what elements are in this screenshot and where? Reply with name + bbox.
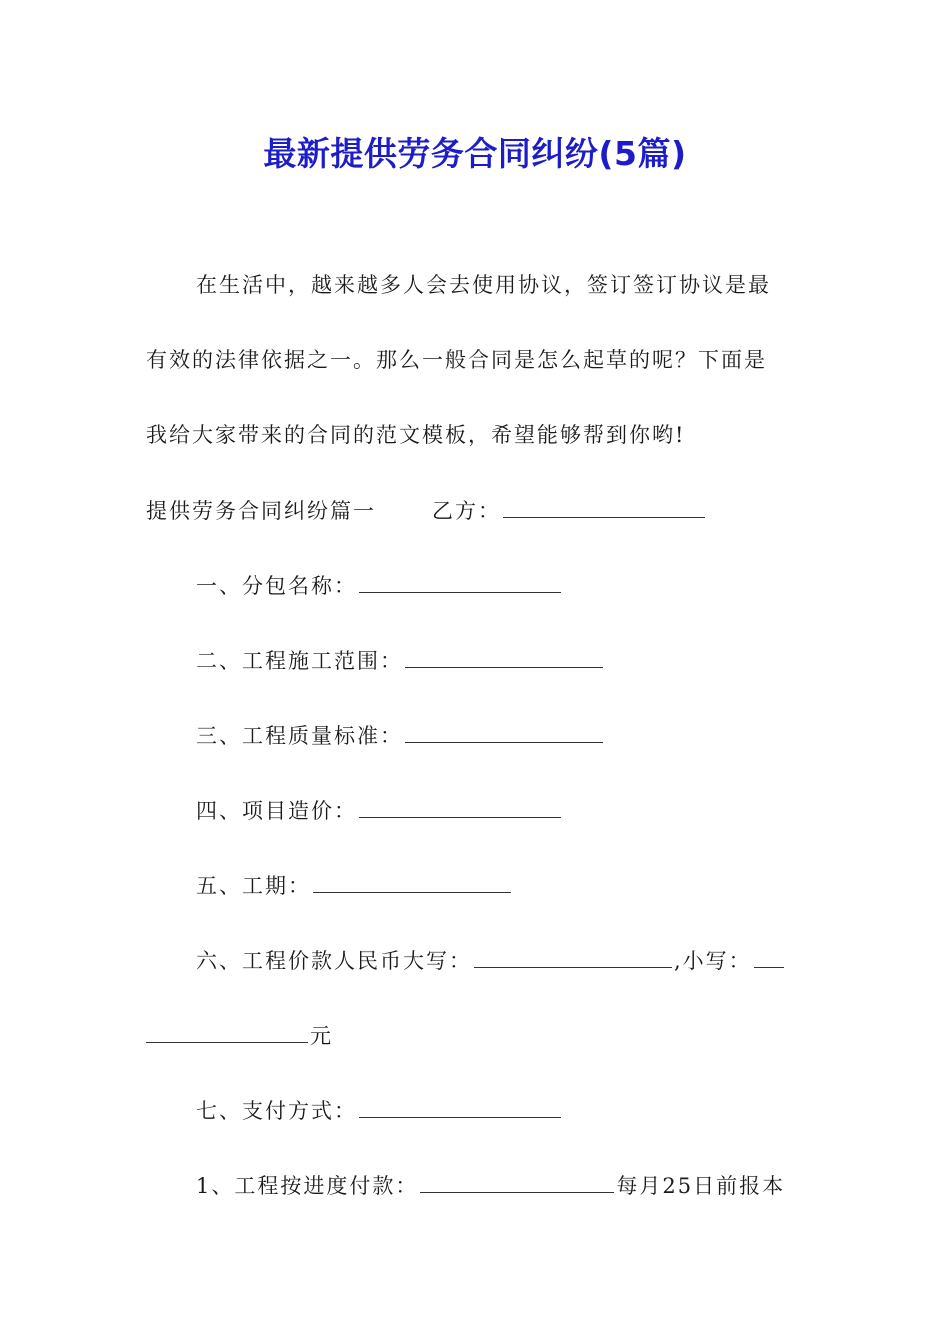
intro-line-3: 我给大家带来的合同的范文模板，希望能够帮到你哟!: [146, 423, 686, 447]
section-heading: 提供劳务合同纠纷篇一: [146, 499, 376, 523]
item-duration: [196, 870, 513, 901]
duration-label: 五、工期：: [196, 874, 311, 898]
item-quality: [196, 720, 605, 751]
progress-payment-tail: 每月25日前报本: [616, 1174, 786, 1198]
item-payment: [196, 1095, 563, 1126]
price-upper-blank[interactable]: [474, 945, 672, 968]
item-scope: [196, 645, 605, 676]
item-price: [196, 945, 786, 976]
price-upper-label: 六、工程价款人民币大写：: [196, 949, 472, 973]
quality-blank[interactable]: [405, 720, 603, 743]
document-title: 最新提供劳务合同纠纷(5篇): [263, 134, 687, 173]
price-lower-label: ,小写：: [674, 949, 752, 973]
item-subcontract-name: [196, 570, 563, 601]
subcontract-name-label: 一、分包名称：: [196, 574, 357, 598]
party-b-label: 乙方：: [432, 499, 501, 523]
scope-blank[interactable]: [405, 645, 603, 668]
party-b-blank[interactable]: [503, 495, 705, 518]
item-cost: [196, 795, 563, 826]
cost-label: 四、项目造价：: [196, 799, 357, 823]
section-heading-line: [146, 495, 707, 526]
quality-label: 三、工程质量标准：: [196, 724, 403, 748]
scope-label: 二、工程施工范围：: [196, 649, 403, 673]
price-lower-blank-start[interactable]: [754, 945, 784, 968]
payment-label: 七、支付方式：: [196, 1099, 357, 1123]
yuan-label: 元: [310, 1024, 333, 1048]
item-price-continued: [146, 1020, 333, 1051]
cost-blank[interactable]: [359, 795, 561, 818]
intro-line-1: 在生活中，越来越多人会去使用协议，签订签订协议是最: [196, 273, 771, 297]
progress-payment-label: 1、工程按进度付款：: [196, 1174, 419, 1198]
intro-line-2: 有效的法律依据之一。那么一般合同是怎么起草的呢？下面是: [146, 348, 767, 372]
price-lower-blank-end[interactable]: [146, 1020, 308, 1043]
subcontract-name-blank[interactable]: [359, 570, 561, 593]
duration-blank[interactable]: [313, 870, 511, 893]
item-progress-payment: [196, 1170, 785, 1201]
progress-payment-blank[interactable]: [420, 1170, 614, 1193]
payment-blank[interactable]: [359, 1095, 561, 1118]
